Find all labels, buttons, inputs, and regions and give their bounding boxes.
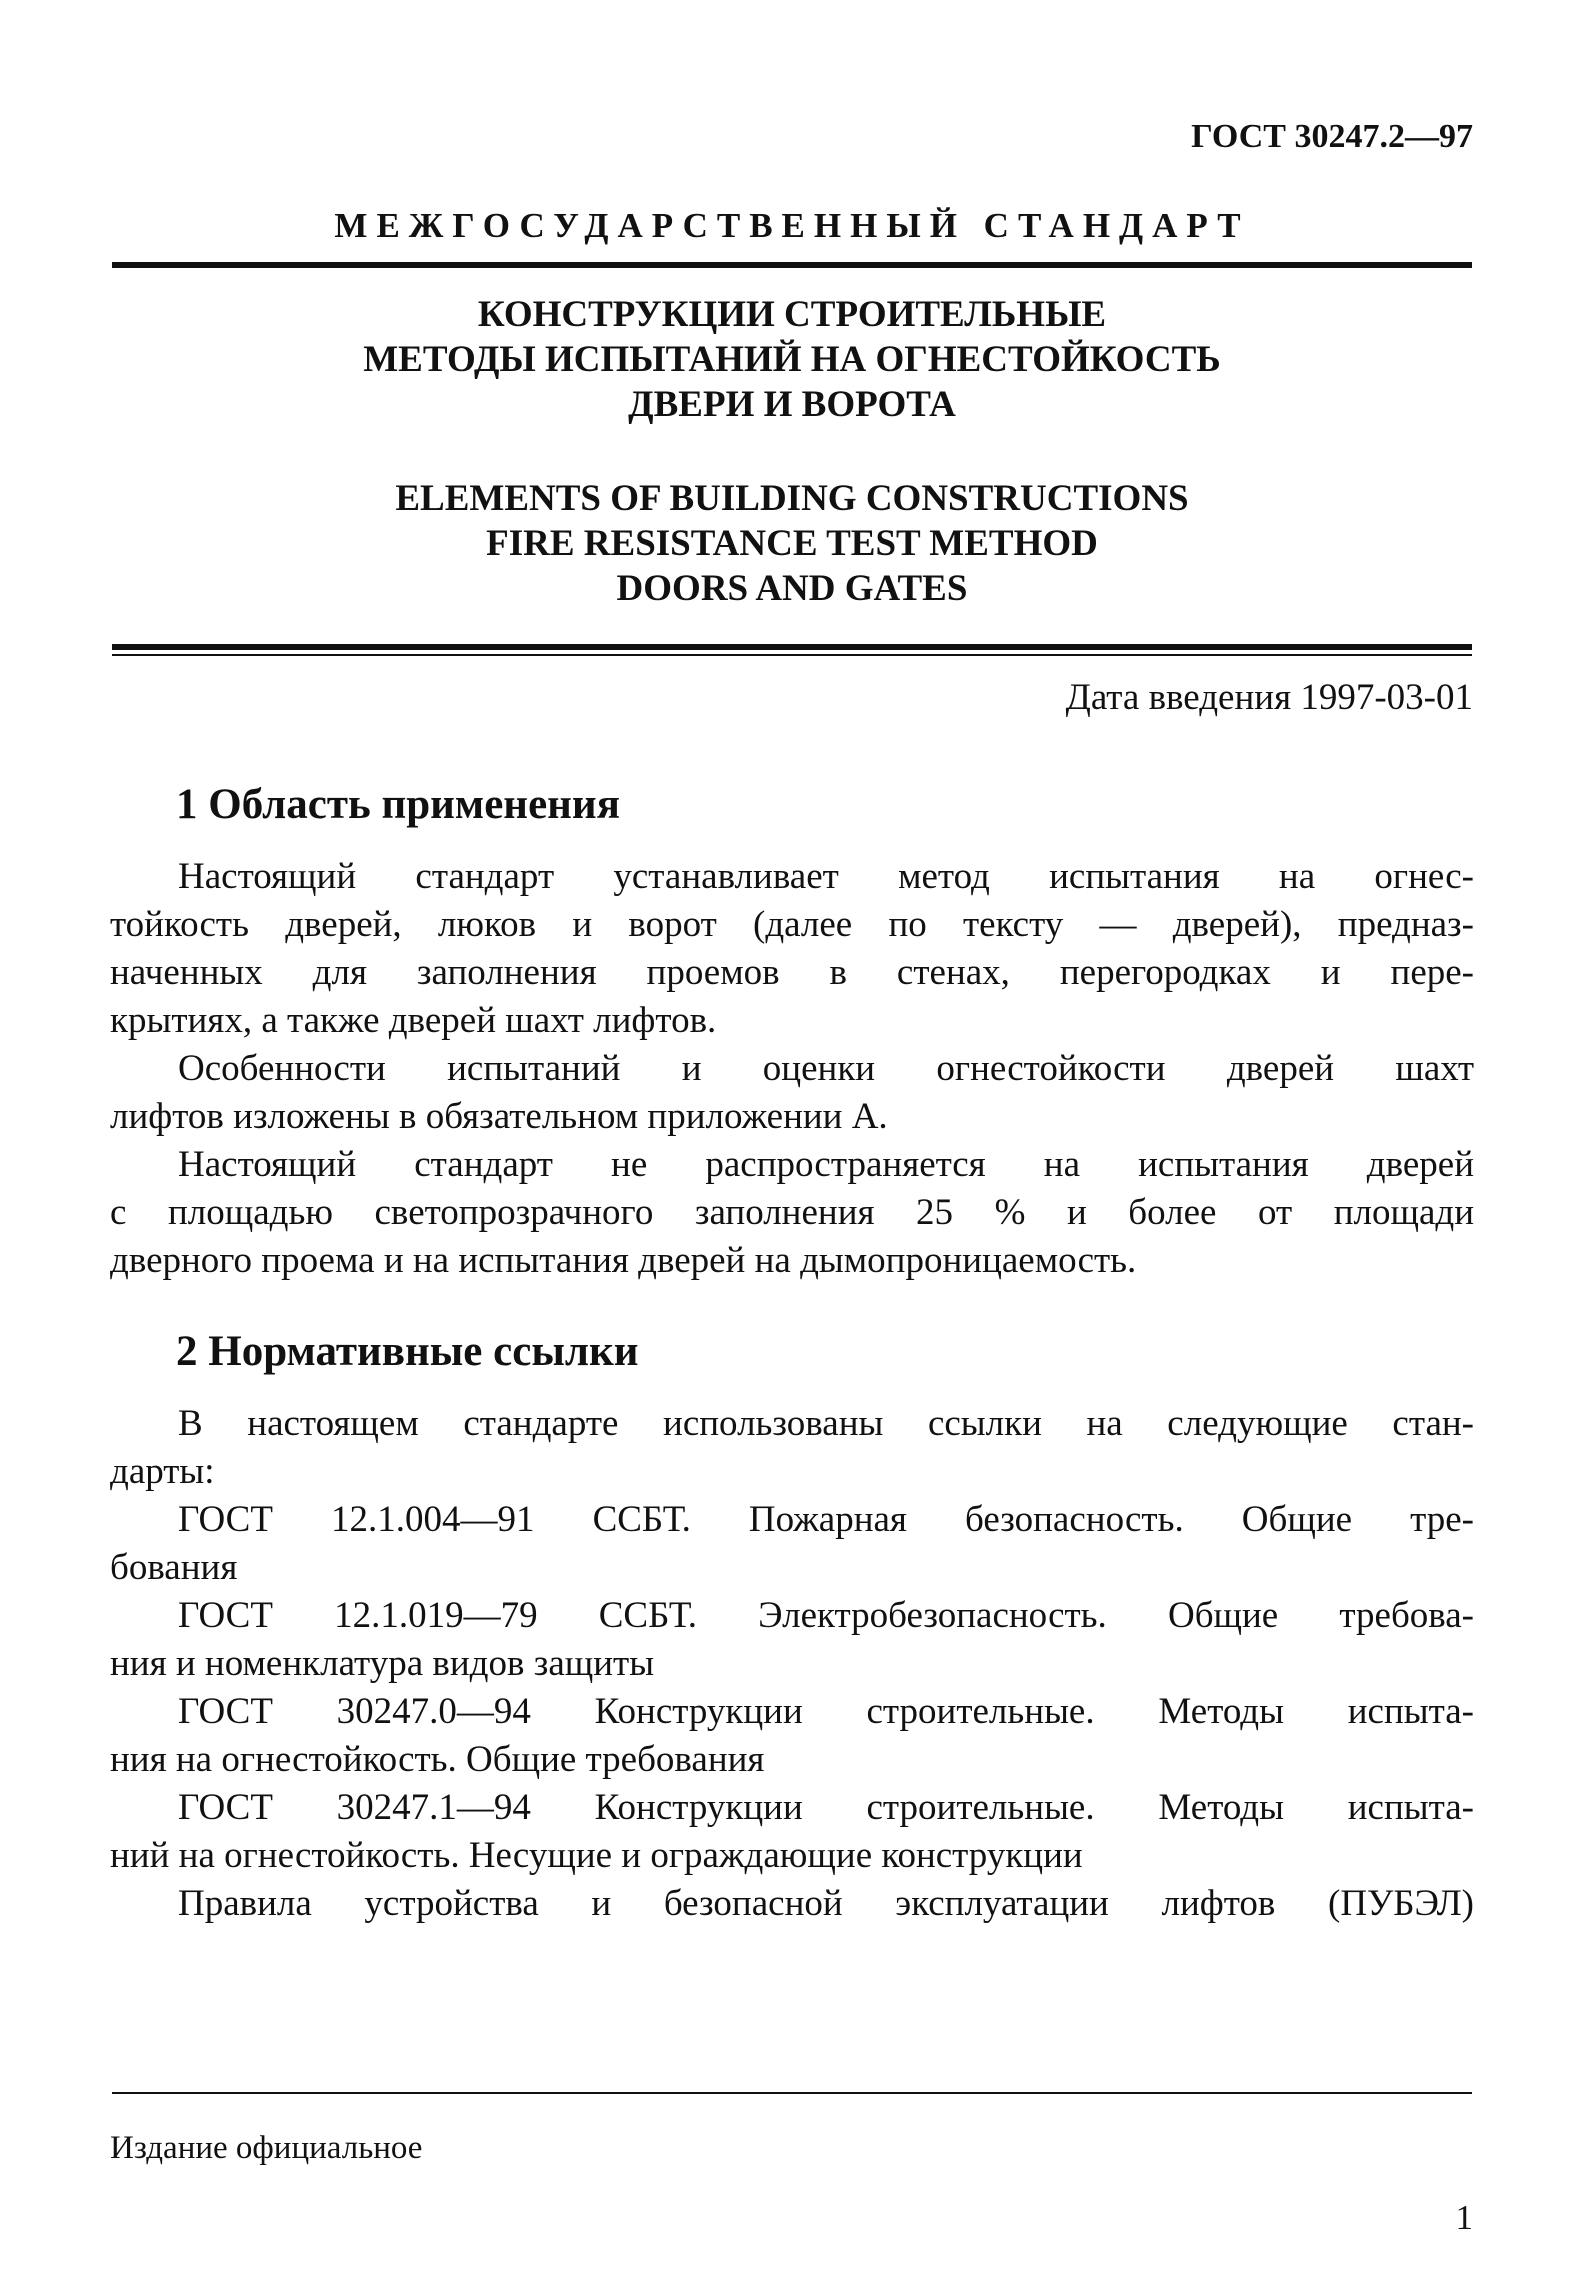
title-bottom-rule-thick (112, 644, 1472, 650)
title-ru-line: ДВЕРИ И ВОРОТА (628, 384, 956, 425)
text-line: лифтов изложены в обязательном приложении А. (110, 1096, 888, 1137)
interstate-standard-label: МЕЖГОСУДАРСТВЕННЫЙ СТАНДАРТ (334, 206, 1250, 245)
text-line: Настоящий стандарт устанавливает метод испытания на огнес- (178, 856, 1474, 897)
title-bottom-rule-thin (112, 654, 1472, 656)
text-line: ГОСТ 12.1.019—79 ССБТ. Электробезопасность. Общие требова- (178, 1595, 1474, 1636)
text-line: тойкость дверей, люков и ворот (далее по тексту — дверей), предназ- (110, 904, 1474, 945)
text-line: дарты: (110, 1451, 215, 1492)
text-line: Особенности испытаний и оценки огнестойкости дверей шахт (178, 1048, 1474, 1089)
introduction-date: Дата введения 1997-03-01 (1065, 677, 1473, 718)
edition-note: Издание официальное (110, 2130, 423, 2166)
title-russian (112, 292, 1472, 427)
standard-code: ГОСТ 30247.2—97 (1191, 118, 1473, 155)
title-ru-line: МЕТОДЫ ИСПЫТАНИЙ НА ОГНЕСТОЙКОСТЬ (363, 339, 1221, 380)
section-2-body (110, 1400, 1474, 1928)
text-line: Настоящий стандарт не распространяется на испытания дверей (178, 1144, 1474, 1185)
top-rule (112, 262, 1472, 268)
text-line: ния и номенклатура видов защиты (110, 1643, 655, 1684)
section-1-body (110, 853, 1474, 1285)
page-number: 1 (1455, 2198, 1473, 2237)
text-line: с площадью светопрозрачного заполнения 25 % и более от площади (110, 1192, 1474, 1233)
text-line: ГОСТ 30247.1—94 Конструкции строительные. Методы испыта- (178, 1787, 1474, 1828)
text-line: ния на огнестойкость. Общие требования (110, 1739, 765, 1780)
text-line: наченных для заполнения проемов в стенах, перегородках и пере- (110, 952, 1474, 993)
text-line: ГОСТ 30247.0—94 Конструкции строительные. Методы испыта- (178, 1691, 1474, 1732)
title-en-line: ELEMENTS OF BUILDING CONSTRUCTIONS (395, 478, 1189, 519)
text-line: ГОСТ 12.1.004—91 ССБТ. Пожарная безопасность. Общие тре- (178, 1499, 1474, 1540)
text-line: Правила устройства и безопасной эксплуатации лифтов (ПУБЭЛ) (178, 1883, 1474, 1924)
text-line: ний на огнестойкость. Несущие и ограждающие конструкции (110, 1835, 1083, 1876)
title-english (112, 476, 1472, 611)
text-line: бования (110, 1547, 238, 1588)
footer-rule (112, 2092, 1472, 2094)
section-2-heading: 2 Нормативные ссылки (176, 1328, 639, 1375)
section-1-heading: 1 Область применения (176, 781, 620, 828)
title-en-line: FIRE RESISTANCE TEST METHOD (486, 523, 1098, 564)
text-line: крытиях, а также дверей шахт лифтов. (110, 1000, 717, 1041)
title-ru-line: КОНСТРУКЦИИ СТРОИТЕЛЬНЫЕ (477, 294, 1107, 335)
text-line: В настоящем стандарте использованы ссылки на следующие стан- (178, 1403, 1474, 1444)
text-line: дверного проема и на испытания дверей на дымопроницаемость. (110, 1240, 1137, 1281)
title-en-line: DOORS AND GATES (616, 568, 968, 609)
